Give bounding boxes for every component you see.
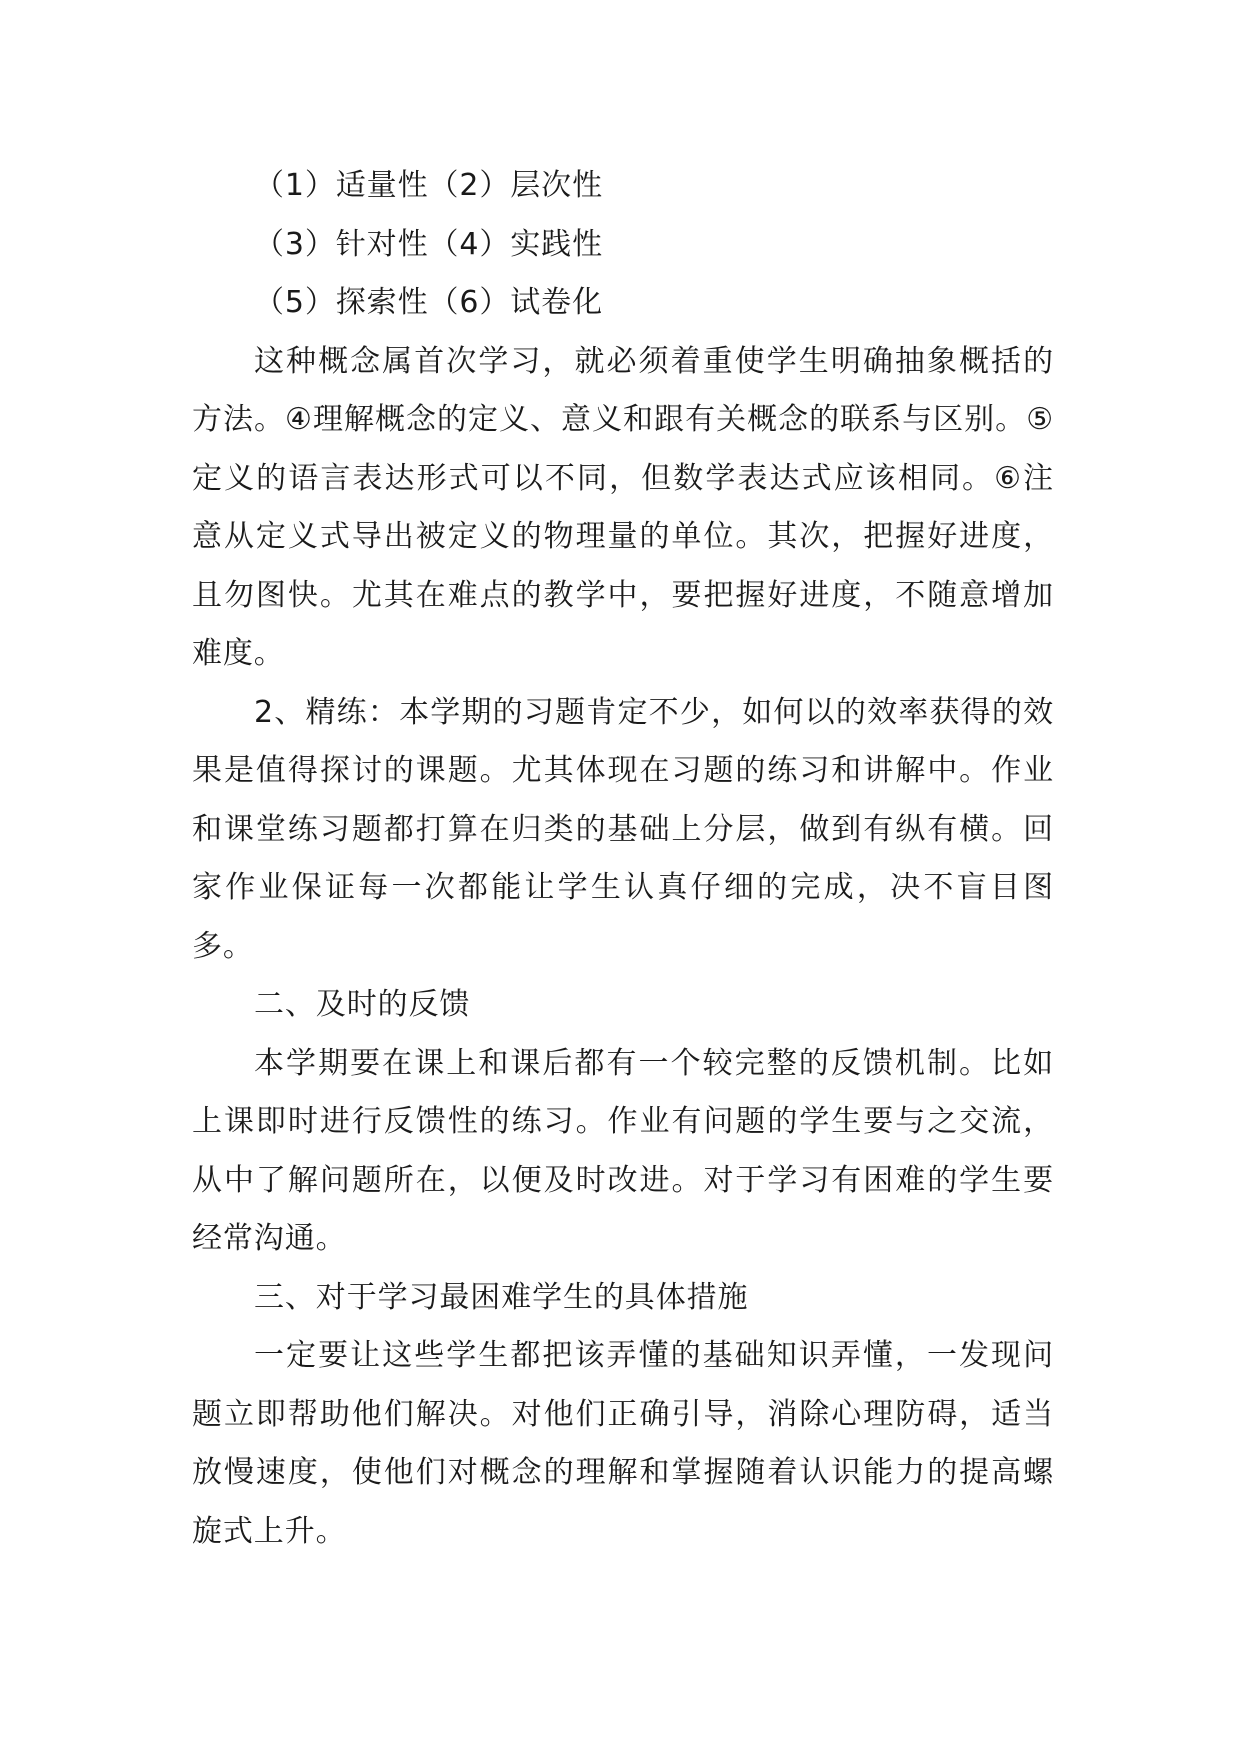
- section-heading-struggling-students: 三、对于学习最困难学生的具体措施: [254, 1279, 749, 1315]
- list-item: （5）探索性（6）试卷化: [254, 285, 603, 320]
- paragraph-feedback: 本学期要在课上和课后都有一个较完整的反馈机制。比如上课即时进行反馈性的练习。作业有问题的学生要与之交流，从中了解问题所在，以便及时改进。对于学习有困难的学生要经常沟通。: [192, 1045, 1054, 1256]
- paragraph-concept-learning: 这种概念属首次学习，就必须着重使学生明确抽象概括的方法。④理解概念的定义、意义和跟有关概念的联系与区别。⑤定义的语言表达形式可以不同，但数学表达式应该相同。⑥注意从定义式导出被定义的物理量的单位。其次，把握好进度，且勿图快。尤其在难点的教学中，要把握好进度，不随意增加难度。: [192, 343, 1054, 671]
- paragraph-measures: 一定要让这些学生都把该弄懂的基础知识弄懂，一发现问题立即帮助他们解决。对他们正确引导，消除心理防碍，适当放慢速度，使他们对概念的理解和掌握随着认识能力的提高螺旋式上升。: [192, 1338, 1054, 1549]
- section-heading-feedback: 二、及时的反馈: [254, 987, 471, 1022]
- document-body: [192, 157, 1054, 1561]
- paragraph-practice: 2、精练：本学期的习题肯定不少，如何以的效率获得的效果是值得探讨的课题。尤其体现在习题的练习和讲解中。作业和课堂练习题都打算在归类的基础上分层，做到有纵有横。回家作业保证每一次都能让学生认真仔细的完成，决不盲目图多。: [192, 694, 1054, 964]
- list-item: （1）适量性（2）层次性: [254, 168, 603, 203]
- list-item: （3）针对性（4）实践性: [254, 226, 603, 262]
